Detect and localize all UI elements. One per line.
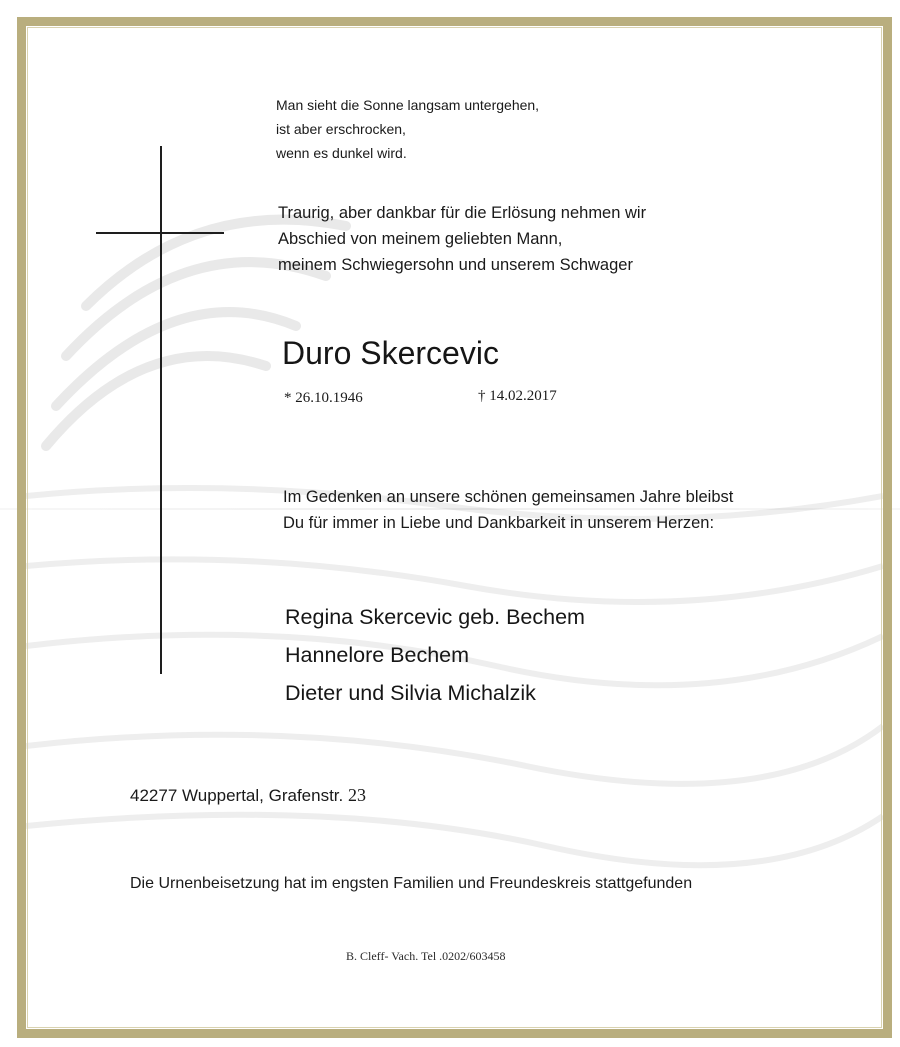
poem-line: wenn es dunkel wird. [276, 145, 407, 161]
address-text: 42277 Wuppertal, Grafenstr. [130, 786, 344, 805]
address-number: 23 [348, 785, 366, 805]
cross-icon-vertical [160, 146, 162, 674]
memory-text [283, 484, 733, 536]
death-date: † 14.02.2017 [478, 388, 557, 404]
poem-line: ist aber erschrocken, [276, 121, 406, 137]
poem-line: Man sieht die Sonne langsam untergehen, [276, 97, 540, 113]
memory-line: Im Gedenken an unsere schönen gemeinsamen Jahre bleibst [283, 488, 734, 506]
mourner-name: Regina Skercevic geb. Bechem [285, 605, 585, 629]
intro-text [278, 200, 646, 278]
poem-text [276, 93, 539, 165]
intro-line: meinem Schwiegersohn und unserem Schwager [278, 256, 633, 274]
cross-icon-horizontal [96, 232, 224, 234]
address [130, 785, 366, 806]
birth-date: * 26.10.1946 [284, 390, 363, 406]
memory-line: Du für immer in Liebe und Dankbarkeit in unserem Herzen: [283, 514, 715, 532]
mourner-name: Hannelore Bechem [285, 643, 470, 667]
burial-note: Die Urnenbeisetzung hat im engsten Familien und Freundeskreis stattgefunden [130, 875, 693, 892]
intro-line: Abschied von meinem geliebten Mann, [278, 230, 563, 248]
intro-line: Traurig, aber dankbar für die Erlösung nehmen wir [278, 204, 647, 222]
mourner-name: Dieter und Silvia Michalzik [285, 681, 536, 705]
mourners-list [285, 598, 585, 712]
deceased-name: Duro Skercevic [282, 335, 499, 371]
imprint: B. Cleff- Vach. Tel .0202/603458 [346, 949, 506, 963]
